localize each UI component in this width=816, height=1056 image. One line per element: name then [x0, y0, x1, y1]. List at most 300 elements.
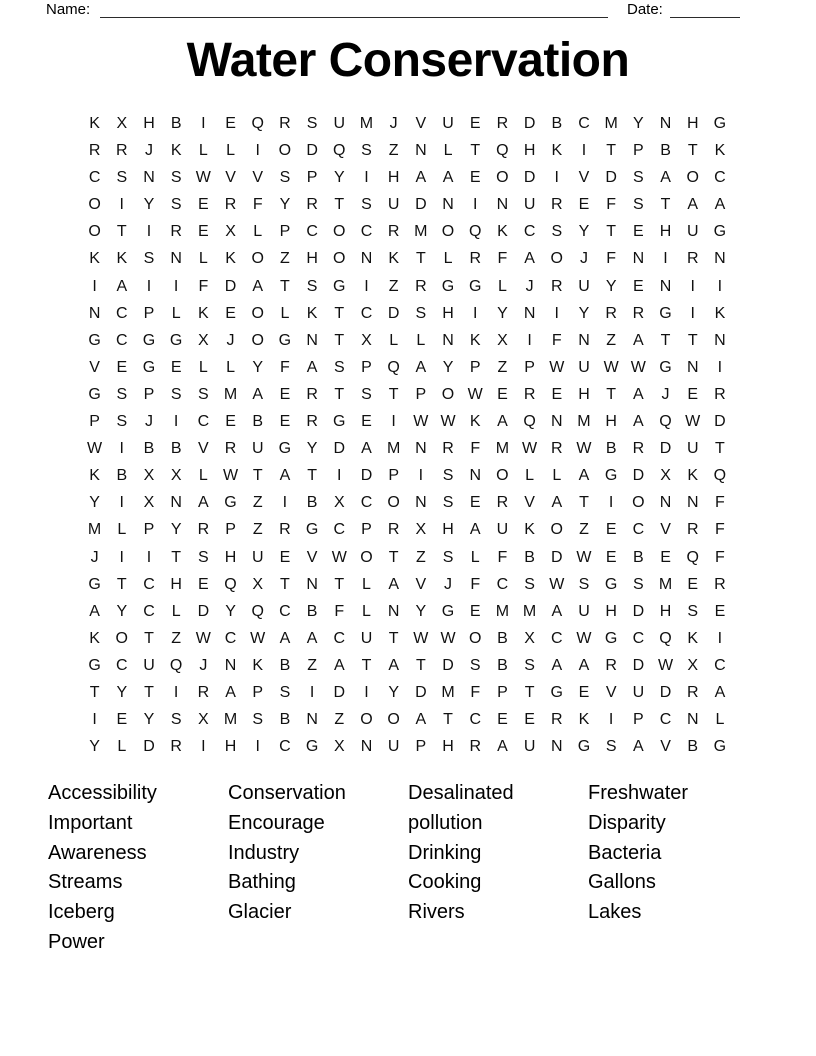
grid-letter: I [364, 683, 369, 701]
grid-letter: F [198, 277, 209, 295]
grid-letter: S [605, 738, 617, 756]
word-list-item: Desalinated [408, 782, 514, 804]
letter-grid [81, 110, 734, 760]
grid-letter: C [360, 223, 373, 241]
grid-letter: J [579, 250, 588, 268]
word-list-item: Drinking [408, 841, 482, 864]
grid-letter: N [714, 331, 726, 349]
grid-letter: L [117, 738, 127, 756]
grid-letter: O [387, 711, 400, 729]
grid-letter: A [497, 738, 508, 756]
word-list-item: Bacteria [588, 841, 662, 864]
grid-letter: P [524, 358, 535, 376]
grid-letter: G [333, 277, 346, 295]
grid-letter: S [170, 711, 182, 729]
grid-letter: L [171, 304, 181, 322]
grid-letter: G [713, 223, 727, 241]
grid-letter: B [524, 548, 535, 566]
word-column [228, 779, 408, 958]
grid-letter: C [659, 711, 672, 729]
grid-letter: U [686, 440, 699, 458]
grid-letter: F [551, 331, 562, 349]
grid-letter: W [576, 548, 592, 566]
grid-letter: E [551, 385, 563, 403]
grid-letter: W [87, 440, 103, 458]
grid-letter: D [387, 304, 400, 322]
grid-letter: O [333, 250, 346, 268]
grid-letter: V [578, 169, 590, 187]
grid-letter: E [116, 358, 128, 376]
grid-letter: I [690, 277, 695, 295]
grid-letter: R [551, 277, 563, 295]
grid-letter: A [89, 602, 100, 620]
grid-letter: P [279, 223, 291, 241]
grid-letter: B [306, 602, 318, 620]
grid-letter: T [443, 711, 453, 729]
grid-letter: O [251, 304, 264, 322]
grid-letter: P [633, 711, 644, 729]
grid-letter: A [252, 277, 264, 295]
grid-letter: E [605, 521, 617, 539]
grid-letter: H [605, 602, 617, 620]
grid-letter: B [143, 440, 155, 458]
grid-letter: O [251, 331, 264, 349]
grid-letter: L [443, 250, 453, 268]
grid-letter: J [199, 656, 208, 674]
grid-letter: A [524, 250, 535, 268]
grid-letter: D [714, 413, 726, 431]
grid-letter: A [714, 683, 726, 701]
grid-letter: K [252, 656, 264, 674]
grid-letter: B [279, 711, 291, 729]
grid-letter: B [497, 629, 508, 647]
grid-letter: D [442, 656, 454, 674]
grid-letter: E [578, 196, 590, 214]
grid-letter: J [525, 277, 534, 295]
grid-letter: O [387, 494, 400, 512]
grid-letter: R [714, 385, 726, 403]
grid-letter: J [90, 548, 99, 566]
grid-letter: M [386, 440, 401, 458]
grid-letter: A [551, 656, 563, 674]
grid-letter: B [116, 467, 128, 485]
grid-letter: T [116, 575, 127, 593]
grid-letter: N [442, 196, 454, 214]
grid-letter: R [469, 738, 481, 756]
grid-letter: Y [333, 169, 345, 187]
grid-letter: Y [306, 440, 318, 458]
grid-letter: N [632, 250, 645, 268]
grid-letter: N [659, 115, 672, 132]
grid-letter: H [442, 304, 454, 322]
grid-letter: C [714, 169, 726, 187]
grid-letter: D [415, 196, 427, 214]
grid-letter: B [170, 115, 182, 132]
grid-letter: I [364, 277, 369, 295]
word-list-item: Awareness [48, 841, 147, 864]
grid-letter: I [146, 223, 152, 241]
grid-letter: L [198, 250, 208, 268]
grid-letter: K [89, 629, 100, 647]
grid-letter: Q [224, 575, 237, 593]
grid-letter: A [578, 467, 590, 485]
grid-letter: N [686, 494, 699, 512]
grid-letter: F [280, 358, 290, 376]
grid-letter: I [146, 548, 152, 566]
grid-letter: I [92, 711, 97, 729]
grid-letter: W [467, 385, 483, 403]
grid-letter: Z [388, 277, 399, 295]
grid-letter: P [469, 358, 481, 376]
grid-letter: X [143, 494, 155, 512]
grid-letter: N [224, 656, 237, 674]
grid-letter: W [440, 413, 456, 431]
grid-letter: R [632, 440, 645, 458]
grid-letter: G [659, 358, 672, 376]
grid-letter: N [659, 494, 672, 512]
grid-letter: W [222, 467, 239, 485]
grid-letter: R [496, 494, 509, 512]
grid-letter: U [387, 196, 400, 214]
grid-letter: P [361, 521, 372, 539]
grid-letter: A [497, 413, 508, 431]
grid-letter: O [441, 223, 455, 241]
grid-letter: G [713, 738, 727, 756]
grid-letter: C [632, 521, 645, 539]
grid-letter: O [496, 169, 509, 187]
word-list-item: Industry [228, 841, 300, 864]
grid-letter: E [116, 711, 128, 729]
grid-letter: F [470, 440, 481, 458]
grid-letter: G [88, 575, 101, 593]
grid-letter: L [226, 358, 235, 376]
grid-letter: X [660, 467, 671, 485]
grid-letter: T [606, 223, 617, 241]
grid-letter: K [714, 142, 726, 160]
grid-letter: I [92, 277, 97, 295]
grid-letter: R [686, 683, 699, 701]
grid-letter: Q [659, 629, 672, 647]
grid-letter: P [225, 521, 236, 539]
grid-letter: X [333, 494, 345, 512]
grid-letter: W [603, 358, 619, 376]
grid-letter: S [198, 548, 209, 566]
grid-letter: U [496, 521, 509, 539]
grid-letter: L [497, 277, 507, 295]
grid-letter: I [255, 738, 260, 756]
grid-letter: Z [579, 521, 589, 539]
grid-letter: F [606, 196, 617, 214]
grid-letter: T [687, 331, 698, 349]
grid-letter: M [495, 602, 510, 620]
grid-letter: E [198, 575, 209, 593]
grid-letter: R [387, 521, 400, 539]
grid-letter: D [632, 467, 645, 485]
grid-letter: A [633, 738, 644, 756]
grid-letter: X [252, 575, 264, 593]
grid-letter: D [605, 169, 617, 187]
grid-letter: G [604, 575, 618, 593]
date-label: Date: [627, 1, 663, 18]
grid-letter: O [88, 223, 101, 241]
grid-letter: D [197, 602, 210, 620]
grid-letter: N [360, 738, 373, 756]
grid-letter: N [551, 738, 563, 756]
word-list-item: Accessibility [48, 782, 157, 804]
grid-letter: E [469, 494, 481, 512]
grid-letter: S [198, 385, 209, 403]
grid-letter: Y [415, 602, 427, 620]
grid-letter: Q [659, 413, 672, 431]
grid-letter: K [578, 711, 590, 729]
grid-letter: K [170, 142, 182, 160]
grid-letter: W [413, 413, 429, 431]
grid-letter: E [633, 277, 644, 295]
grid-letter: L [198, 358, 208, 376]
grid-letter: Z [252, 494, 263, 512]
grid-letter: Z [334, 711, 345, 729]
grid-letter: X [170, 467, 182, 485]
grid-letter: B [497, 656, 508, 674]
grid-letter: F [715, 494, 725, 512]
grid-letter: M [441, 683, 455, 701]
grid-letter: M [658, 575, 673, 593]
grid-letter: W [413, 629, 429, 647]
grid-letter: T [606, 385, 617, 403]
word-list-item: Iceberg [48, 901, 115, 924]
grid-letter: E [469, 602, 481, 620]
grid-letter: S [143, 250, 155, 268]
grid-letter: T [171, 548, 182, 566]
grid-letter: K [388, 250, 399, 268]
grid-letter: D [659, 440, 672, 458]
grid-letter: S [116, 169, 128, 187]
word-list-item: Cooking [408, 871, 482, 894]
grid-letter: D [632, 656, 645, 674]
grid-letter: R [197, 683, 210, 701]
grid-letter: C [578, 115, 590, 132]
grid-letter: I [472, 304, 478, 322]
grid-letter: R [387, 223, 400, 241]
grid-letter: N [686, 711, 699, 729]
grid-letter: M [495, 440, 510, 458]
grid-letter: I [690, 304, 695, 322]
word-list-item: Streams [48, 871, 123, 894]
grid-letter: A [279, 467, 291, 485]
grid-letter: C [523, 223, 536, 241]
grid-letter: H [224, 738, 237, 756]
grid-letter: I [717, 629, 723, 647]
grid-letter: S [633, 575, 644, 593]
grid-letter: G [142, 358, 156, 376]
grid-letter: X [687, 656, 699, 674]
grid-letter: P [306, 169, 318, 187]
grid-letter: R [442, 440, 454, 458]
grid-letter: P [415, 738, 427, 756]
grid-letter: I [173, 683, 179, 701]
grid-letter: I [608, 494, 614, 512]
grid-letter: Z [280, 250, 290, 268]
grid-letter: F [715, 548, 725, 566]
grid-letter: W [195, 629, 211, 647]
grid-letter: S [633, 196, 644, 214]
grid-letter: U [632, 683, 645, 701]
name-label: Name: [46, 1, 91, 18]
grid-letter: R [605, 304, 617, 322]
grid-letter: L [525, 467, 535, 485]
grid-letter: Q [523, 413, 536, 431]
grid-letter: D [333, 440, 346, 458]
grid-letter: D [523, 169, 536, 187]
grid-letter: V [415, 115, 427, 132]
grid-letter: I [527, 331, 532, 349]
grid-letter: T [334, 385, 345, 403]
grid-letter: Y [388, 683, 399, 701]
grid-letter: N [415, 494, 427, 512]
grid-letter: R [551, 196, 563, 214]
grid-letter: N [714, 250, 726, 268]
grid-letter: J [389, 115, 398, 132]
grid-letter: O [115, 629, 128, 647]
grid-letter: I [146, 277, 152, 295]
grid-letter: N [659, 277, 672, 295]
grid-letter: X [497, 331, 508, 349]
grid-letter: Y [116, 602, 128, 620]
grid-letter: X [333, 738, 345, 756]
grid-letter: I [282, 494, 288, 512]
grid-letter: N [88, 304, 101, 322]
grid-letter: H [442, 738, 454, 756]
grid-letter: A [306, 629, 318, 647]
grid-letter: G [142, 331, 156, 349]
grid-letter: E [497, 711, 508, 729]
word-list-item: Conservation [228, 782, 346, 804]
grid-letter: R [170, 738, 182, 756]
grid-letter: G [333, 413, 346, 431]
grid-letter: T [280, 575, 290, 593]
grid-letter: H [224, 548, 237, 566]
grid-letter: Z [388, 142, 399, 160]
grid-letter: R [88, 142, 101, 160]
grid-letter: E [225, 115, 236, 132]
grid-letter: D [523, 115, 536, 132]
grid-letter: I [472, 196, 478, 214]
grid-letter: Q [251, 602, 264, 620]
grid-letter: Y [116, 683, 128, 701]
grid-letter: U [387, 738, 400, 756]
grid-letter: W [331, 548, 347, 566]
grid-letter: L [715, 711, 725, 729]
grid-letter: T [307, 467, 317, 485]
grid-letter: R [605, 656, 617, 674]
grid-letter: O [686, 169, 699, 187]
grid-letter: L [443, 142, 453, 160]
word-list [48, 779, 768, 958]
grid-letter: A [633, 413, 644, 431]
grid-letter: J [144, 142, 153, 160]
grid-letter: M [522, 602, 537, 620]
grid-letter: G [305, 521, 319, 539]
grid-letter: L [416, 331, 426, 349]
grid-letter: F [606, 250, 617, 268]
grid-letter: S [306, 115, 318, 132]
grid-letter: M [359, 115, 374, 132]
grid-letter: K [89, 115, 100, 132]
grid-letter: B [279, 656, 291, 674]
grid-letter: U [360, 629, 373, 647]
grid-letter: I [173, 413, 179, 431]
grid-letter: Y [89, 494, 100, 512]
grid-letter: C [224, 629, 237, 647]
grid-letter: A [198, 494, 209, 512]
grid-letter: A [551, 494, 563, 512]
grid-letter: D [224, 277, 237, 295]
grid-letter: A [551, 602, 563, 620]
grid-letter: C [143, 575, 155, 593]
grid-letter: S [633, 169, 644, 187]
grid-letter: O [278, 142, 292, 160]
grid-letter: H [442, 521, 454, 539]
grid-letter: N [306, 711, 318, 729]
grid-letter: O [251, 250, 264, 268]
grid-letter: Z [171, 629, 182, 647]
grid-letter: H [143, 115, 155, 132]
grid-letter: C [360, 304, 373, 322]
grid-letter: E [605, 548, 617, 566]
grid-letter: Y [252, 358, 264, 376]
grid-letter: E [198, 196, 209, 214]
grid-letter: E [714, 602, 726, 620]
grid-letter: K [469, 331, 481, 349]
grid-letter: P [388, 467, 399, 485]
grid-letter: K [89, 467, 100, 485]
grid-letter: A [388, 575, 399, 593]
grid-letter: R [686, 250, 699, 268]
grid-letter: A [578, 656, 590, 674]
grid-letter: D [551, 548, 563, 566]
grid-letter: N [686, 358, 699, 376]
grid-letter: T [334, 304, 345, 322]
grid-letter: Q [713, 467, 727, 485]
grid-letter: F [497, 250, 508, 268]
grid-letter: G [441, 602, 455, 620]
grid-letter: D [632, 602, 645, 620]
grid-letter: N [387, 602, 400, 620]
word-list-item: Glacier [228, 901, 292, 924]
grid-letter: R [170, 223, 182, 241]
grid-letter: O [333, 223, 346, 241]
grid-letter: X [198, 711, 209, 729]
grid-letter: D [333, 683, 346, 701]
grid-letter: T [252, 467, 263, 485]
grid-letter: Q [251, 115, 264, 132]
grid-letter: D [360, 467, 373, 485]
grid-letter: V [524, 494, 535, 512]
grid-letter: J [444, 575, 453, 593]
grid-letter: A [116, 277, 128, 295]
grid-letter: H [523, 142, 536, 160]
grid-letter: I [255, 142, 260, 160]
grid-letter: X [198, 331, 209, 349]
grid-letter: S [361, 142, 372, 160]
grid-letter: E [687, 385, 699, 403]
grid-letter: S [252, 711, 264, 729]
grid-letter: A [633, 385, 644, 403]
word-list-item: Power [48, 930, 105, 953]
grid-letter: U [523, 196, 536, 214]
grid-letter: P [415, 385, 427, 403]
name-blank-line [100, 0, 608, 18]
